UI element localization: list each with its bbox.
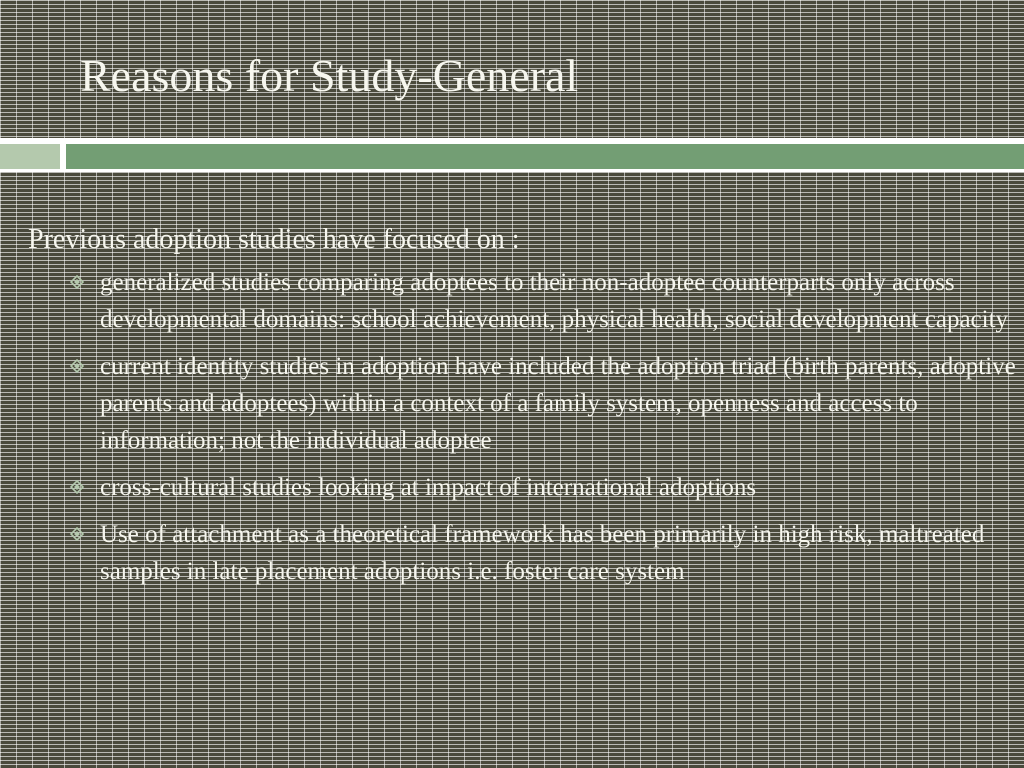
- slide-body: [28, 222, 1018, 600]
- diamond-bullet-icon: [70, 359, 84, 373]
- bullet-item: [70, 348, 1018, 459]
- title-divider-accent-main: [66, 144, 1024, 169]
- bullet-text: cross-cultural studies looking at impact of international adoptions: [100, 474, 757, 501]
- bullet-list: [28, 264, 1018, 590]
- bullet-text: generalized studies comparing adoptees to their non-adoptee counterparts only across developmental domains: school achievement, physical health, social development capacity: [100, 269, 1009, 333]
- bullet-item: [70, 469, 1018, 506]
- bullet-text: Use of attachment as a theoretical framework has been primarily in high risk, maltreated samples in late placement adoptions i.e. foster care system: [100, 521, 985, 585]
- bullet-item: [70, 264, 1018, 338]
- body-lead-text: Previous adoption studies have focused on :: [28, 224, 520, 255]
- bullet-text: current identity studies in adoption have included the adoption triad (birth parents, adoptive parents and adoptees) within a context of a family system, openness and access to information; not the individual adoptee: [100, 353, 1016, 454]
- slide-title: Reasons for Study-General: [80, 50, 579, 101]
- bullet-item: [70, 516, 1018, 590]
- diamond-bullet-icon: [70, 480, 84, 494]
- title-divider-accent-left: [0, 144, 60, 169]
- diamond-bullet-icon: [70, 275, 84, 289]
- diamond-bullet-icon: [70, 527, 84, 541]
